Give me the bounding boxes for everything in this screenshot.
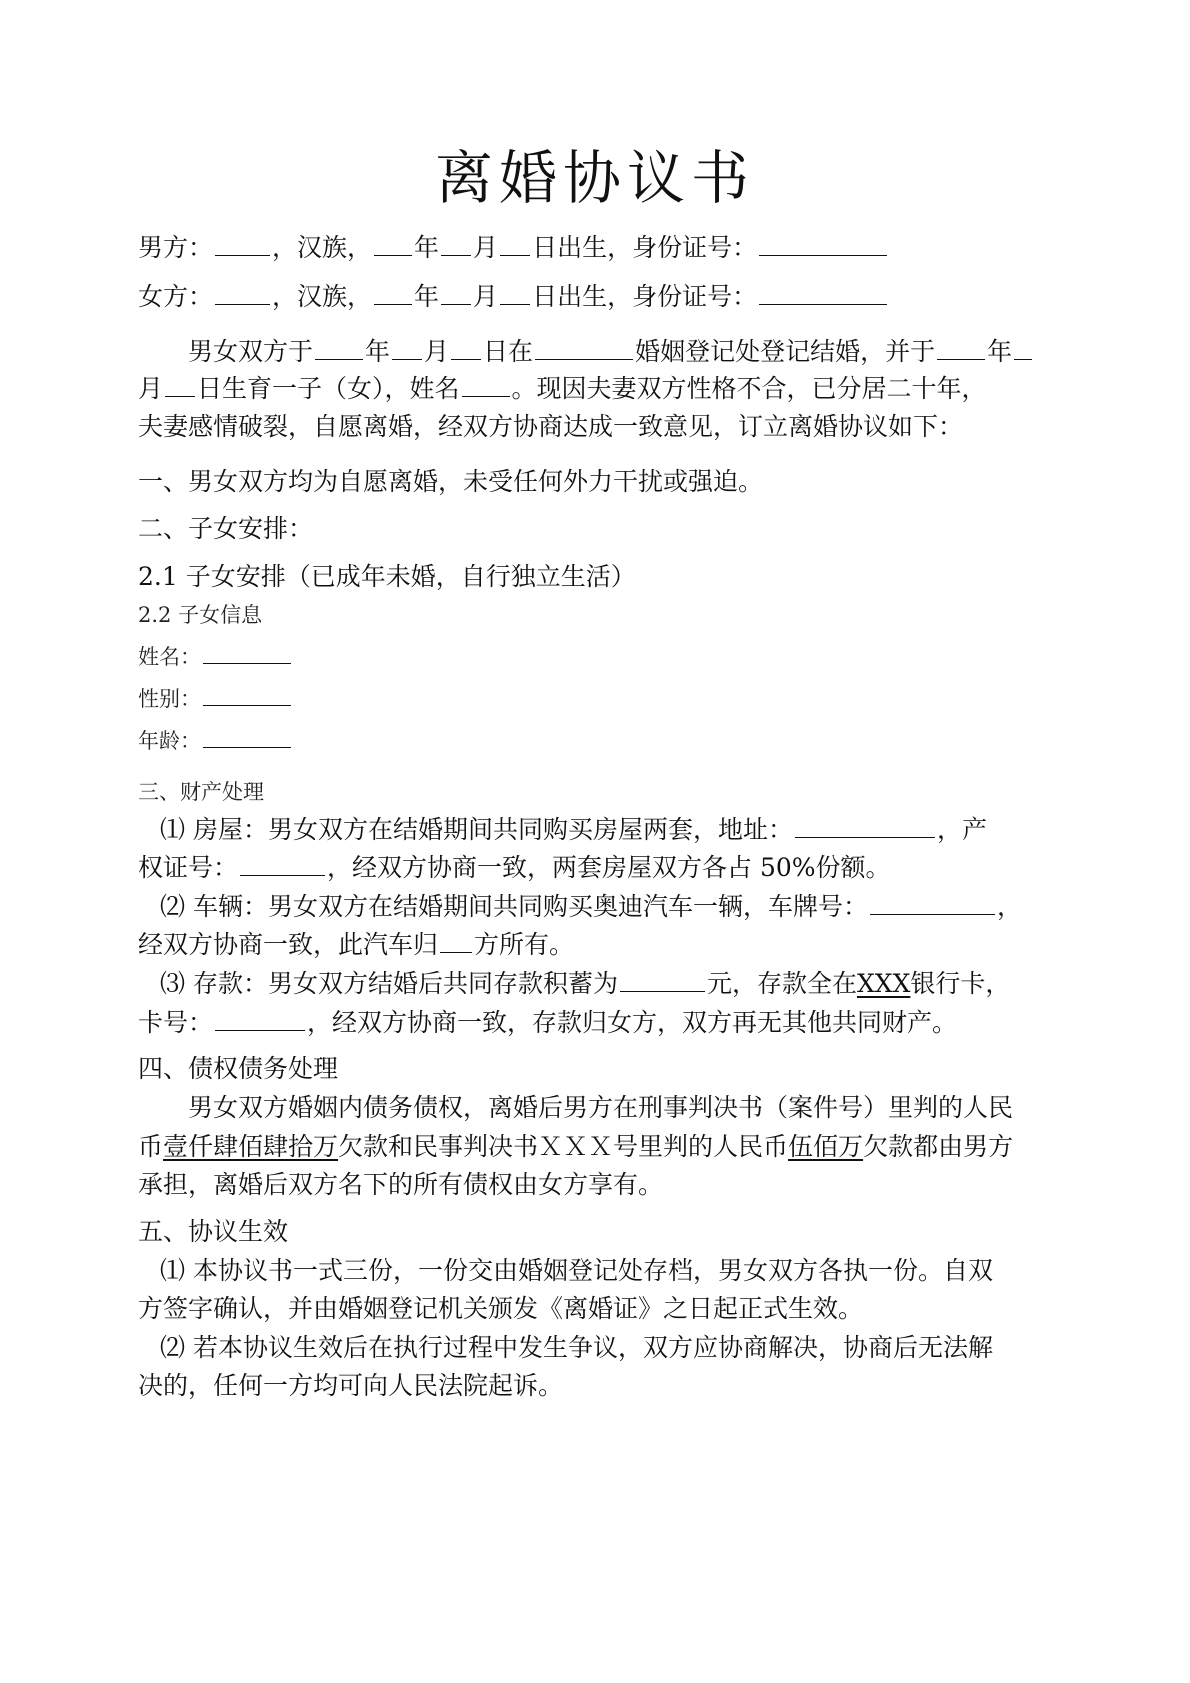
male-birth-day-blank	[500, 233, 530, 256]
deposit-text: 银行卡，	[910, 969, 1011, 998]
debt-line-3: 承担，离婚后双方名下的所有债权由女方享有。	[138, 1170, 664, 1199]
car-text: 方所有。	[474, 930, 575, 959]
intro-text: 。现因夫妻双方性格不合，已分居二十年，	[511, 374, 987, 403]
female-month-label: 月	[473, 282, 499, 311]
birth-day-blank	[165, 374, 195, 397]
debt-text: 币	[138, 1132, 164, 1161]
debt-line-2	[138, 1132, 1068, 1162]
intro-line-2	[138, 374, 1068, 404]
female-id-blank	[759, 282, 887, 305]
plate-number-blank	[870, 892, 995, 915]
debt-line-1: 男女双方婚姻内债务债权，离婚后男方在刑事判决书（案件号）里判的人民	[188, 1093, 1014, 1122]
child-gender-line	[138, 683, 1068, 714]
section-2-heading: 二、子女安排：	[138, 514, 314, 543]
child-name-blank	[462, 374, 510, 397]
deposit-line-2	[138, 1008, 1068, 1038]
intro-month: 月	[138, 374, 164, 403]
document-title: 离婚协议书	[434, 144, 755, 212]
female-party-line	[138, 282, 1068, 312]
effect-line-1: ⑴ 本协议书一式三份，一份交由婚姻登记处存档，男女双方各执一份。自双	[160, 1256, 993, 1285]
debt-text: 欠款都由男方	[863, 1132, 1014, 1161]
birth-month-blank	[1014, 337, 1032, 360]
children-info-heading: 2.2 子女信息	[138, 603, 263, 627]
child-gender-label: 性别：	[138, 687, 201, 711]
female-name-blank	[215, 282, 270, 305]
registry-blank	[535, 337, 633, 360]
child-age-field	[203, 725, 291, 748]
child-name-field	[203, 641, 291, 664]
car-text: ，	[996, 892, 1022, 921]
house-address-blank	[795, 815, 935, 838]
female-birth-month-blank	[441, 282, 471, 305]
female-year-label: 年	[414, 282, 440, 311]
intro-text: 日生育一子（女），姓名	[197, 374, 460, 403]
property-cert-blank	[240, 853, 325, 876]
child-name-label: 姓名：	[138, 645, 201, 669]
male-birth-label: 日出生，身份证号：	[532, 233, 758, 262]
intro-text: 男女双方于	[188, 337, 314, 366]
car-text: 经双方协商一致，此汽车归	[138, 930, 439, 959]
deposit-text: 卡号：	[138, 1008, 214, 1037]
deposit-amount-blank	[620, 969, 705, 992]
male-nation: ，汉族，	[272, 233, 373, 262]
deposit-text: ，经双方协商一致，存款归女方，双方再无其他共同财产。	[307, 1008, 958, 1037]
house-text: ，经双方协商一致，两套房屋双方各占 50%份额。	[327, 853, 891, 882]
child-name-line	[138, 641, 1068, 672]
marriage-day-blank	[451, 337, 481, 360]
child-age-line	[138, 725, 1068, 756]
house-line-1	[160, 815, 1090, 845]
intro-line-1	[188, 337, 1118, 367]
car-text: ⑵ 车辆：男女双方在结婚期间共同购买奥迪汽车一辆，车牌号：	[160, 892, 868, 921]
debt-amount-1: 壹仟肆佰肆拾万	[163, 1132, 339, 1161]
effect-line-2: 方签字确认，并由婚姻登记机关颁发《离婚证》之日起正式生效。	[138, 1294, 864, 1323]
section-1: 一、男女双方均为自愿离婚，未受任何外力干扰或强迫。	[138, 467, 764, 496]
debt-amount-2: 伍佰万	[788, 1132, 864, 1161]
intro-line-3: 夫妻感情破裂，自愿离婚，经双方协商达成一致意见，订立离婚协议如下：	[138, 412, 964, 441]
deposit-text: 元，存款全在	[706, 969, 857, 998]
deposit-line-1	[160, 969, 1090, 999]
card-number-blank	[215, 1008, 305, 1031]
female-birth-day-blank	[500, 282, 530, 305]
intro-year: 年	[987, 337, 1013, 366]
debt-text: 欠款和民事判决书ＸＸＸ号里判的人民币	[338, 1132, 789, 1161]
male-birth-year-blank	[374, 233, 412, 256]
birth-year-blank	[937, 337, 985, 360]
house-text: 权证号：	[138, 853, 239, 882]
deposit-text: ⑶ 存款：男女双方结婚后共同存款积蓄为	[160, 969, 618, 998]
car-owner-blank	[440, 930, 472, 953]
house-text: ⑴ 房屋：男女双方在结婚期间共同购买房屋两套，地址：	[160, 815, 793, 844]
dispute-line-2: 决的，任何一方均可向人民法院起诉。	[138, 1371, 564, 1400]
house-line-2	[138, 853, 1068, 883]
male-name-blank	[215, 233, 270, 256]
children-arrangement: 2.1 子女安排（已成年未婚，自行独立生活）	[138, 562, 636, 591]
male-birth-month-blank	[441, 233, 471, 256]
child-gender-field	[203, 683, 291, 706]
dispute-line-1: ⑵ 若本协议生效后在执行过程中发生争议，双方应协商解决，协商后无法解	[160, 1333, 993, 1362]
male-party-line	[138, 233, 1068, 263]
bank-name: XXX	[856, 969, 911, 998]
child-age-label: 年龄：	[138, 729, 201, 753]
male-month-label: 月	[473, 233, 499, 262]
female-nation: ，汉族，	[272, 282, 373, 311]
intro-year: 年	[365, 337, 391, 366]
marriage-month-blank	[392, 337, 422, 360]
male-label: 男方：	[138, 233, 214, 262]
female-birth-label: 日出生，身份证号：	[532, 282, 758, 311]
section-5-heading: 五、协议生效	[138, 1217, 289, 1246]
intro-text: 婚姻登记处登记结婚，并于	[635, 337, 936, 366]
car-line-1	[160, 892, 1090, 922]
female-label: 女方：	[138, 282, 214, 311]
car-line-2	[138, 930, 1068, 960]
section-4-heading: 四、债权债务处理	[138, 1054, 339, 1083]
male-id-blank	[759, 233, 887, 256]
intro-day: 日在	[483, 337, 534, 366]
female-birth-year-blank	[374, 282, 412, 305]
marriage-year-blank	[315, 337, 363, 360]
house-text: ，产	[936, 815, 987, 844]
male-year-label: 年	[414, 233, 440, 262]
intro-month: 月	[424, 337, 450, 366]
section-3-heading: 三、财产处理	[138, 780, 264, 804]
